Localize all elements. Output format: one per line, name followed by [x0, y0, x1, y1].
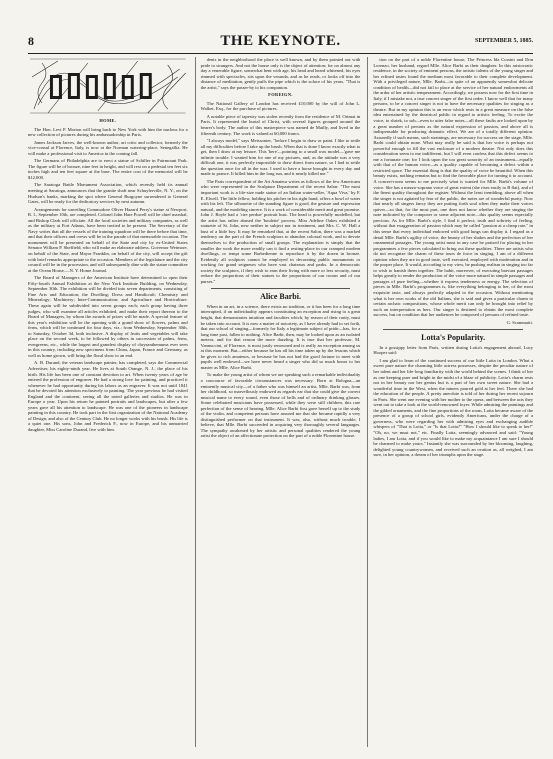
middle-paragraph: dents in the neighborhood the place is well known, and by them pointed out with pride to strangers. And not the house only is the object of attention; for on almost any day a venerable figure, somewhat bent with age, his head and beard whitened, his eyes rimmed with spectacles, sits upon the veranda, and as he reads, or looks off into the distance of meditation, gently puffs the pipe which is the solace of his years. "That is the artist," says the passer-by to his companion. — [200, 57, 361, 90]
article-divider — [211, 288, 351, 289]
middle-paragraph: The Paris correspondent of the Art Amateur writes as follows of the few Americans who were represented in the Sculpture Department of the recent Salon: "The most important work is a life-size nude statue of an Italian water-seller, 'Aqua Viva,' by F. E. Elwell. The little fellow, holding his pitcher in his right hand, offers a bowl of water with his left. The silhouette of the standing figure is good, the gesture and expression natural, and the modeling sincere. It is a work of considerable merit and great promise. John J. Boyle had a 'cire perdue' portrait bust. The head is powerfully modelled, but the artist has rather abused the 'boulette' process. Miss Adeline Oakes exhibited a statuette of St. John, new neither in subject nor in treatment, and Mrs. C. W. Hall a bust of a little boy. It may be remarked that, at the recent Salon, there was a marked tendency on the part of the French sculptors to abandon colossal work, and to devote themselves to the production of small groups. The explanation is simply that the smaller the work the more readily can it find a resting-place in our cramped modern dwellings, or tempt some Barbedienne to reproduce it by the dozen in bronze. Evidently all sculptors cannot be employed in decorating public monuments or working for grand seigneurs who have vast chateaux and parks. In a democratic society the sculptors, if they wish to earn their living with more or less security, must reduce the proportions of their statues to the proportions of our rooms and of our purses." — [200, 178, 361, 284]
left-paragraph: A. B. Durand, the veteran landscape painter, has completed, says the Commercial Advertiser, his eighty-ninth year. He lives at South Orange, N. J., the place of his birth. His life has been one of constant devotion to art. When twenty years of age he entered the profession of engraver. He had a strong love for painting, and practiced it whenever he had opportunity during his labors as an engraver. It was not until 1841 that he devoted his attention exclusively to painting. The year previous he had visited England and the continent, seeing all the noted galleries and studios. He was in Europe a year. Upon his return he painted portraits and landscapes, but after a few years gave all his attention to landscape. He was one of the pioneers in landscape painting in this country. He took part in the first organization of the National Academy of Design, and also of the Century Club. He no longer works with his brush. His life is a quiet one. His sons, John and Frederick F., now in Europe, and his unmarried daughter, Miss Caroline Durand, live with him. — [28, 360, 188, 432]
middle-paragraph: "I always model," says Meissonier, "before I begin to draw or paint. I like to settle all my difficulties before I take up the brush. When that is done I know exactly what to get, then I draw at my leisure. This 'bere'—pointing to a small wax model—'gave me infinite trouble. I wanted him for one of my pictures, and, as the attitude was a very difficult one, it was perfectly impossible to draw direct from nature, so I had to settle the question once for all in the wax. I used to have a horse brought in every day and made to prance. It killed him in the long run, and it nearly killed me." — [200, 138, 361, 177]
left-paragraph: The Board of Managers of the American Institute have determined to open their Fifty-fourth Annual Exhibition at the New York Institute Building, on Wednesday, September 30th. The exhibition will be divided into seven departments, consisting of Fine Arts and Education; the Dwelling; Dress and Handicraft; Chemistry and Mineralogy; Machinery; Inter-Communication; and Agriculture and Horticulture. These again will be subdivided into seven groups each; each group having three judges, who will examine all articles exhibited, and make their report thereon to the Board of Managers, by whom the awards of prizes will be made. A special feature of this year's exhibition will be the opening with a grand show of flowers, palms and ferns, which will be continued for four days, viz.: from Wednesday, September 30th, to Saturday, October 3d, both inclusive. A display of fruits and vegetables will take place on the second week, to be followed by others in succession of palms, ferns, evergreens, etc., while the largest and grandest display of chrysanthemums ever seen in this country, including new specimens from China, Japan, France and Germany, as well as home grown, will bring the floral show to an end. — [28, 275, 188, 358]
page-number: 8 — [28, 34, 34, 48]
article-title-lottas-popularity: Lotta's Popularity. — [421, 333, 486, 343]
middle-article-paragraph: When in an art, in a science, there exists no tradition, or it has been for a long time interrupted, if an individuality appears constituting an exception and rising to a great height, that demonstrates intuition and faculties which, by reason of their rarity, must be taken into account. It is now a matter of notoriety, as I have already had to set forth, that our school of singing—formerly for Italy a legitimate subject of pride—has, for a long time past, fallen to nothing. Alice Barbi, then, may be looked upon as an isolated meteor, and for that reason the more dazzling. It is true that her professor, M. Vannuccini, of Florence, is most justly renowned and is really an exception among us at this moment. But—either because he has all his time taken up by the lessons which he gives to rich amateurs, or because he has not had the good fortune to meet with pupils well endowed—we have never heard a singer who did so much honor to her master as Mlle. Alice Barbi. — [200, 303, 361, 370]
art-department-logo — [28, 57, 188, 115]
left-paragraph: The Saratoga Battle Monument Association, which recently held its annual meeting at Saratoga, announces that the granite shaft near Schuylerville, N. Y., on the Hudson's banks, marking the spot where General Burgoyne surrendered to General Gates, will be ready for the dedicatory services by next autumn. — [28, 182, 188, 205]
masthead-title: THE KEYNOTE. — [220, 33, 341, 49]
signature: G. Scammatti. — [506, 319, 534, 325]
left-paragraph: The Hon. Levi P. Morton will bring back to New York with him the nucleus for a new collection of pictures during his ambassadorship in Paris. — [28, 126, 188, 138]
section-home-heading: HOME. — [99, 118, 117, 123]
columns — [28, 57, 533, 747]
column-right — [367, 57, 533, 747]
column-left — [28, 57, 188, 747]
right-paragraph: tion on the part of a noble Florentine house, The Princess Ida Corsini and Don Lorenzo, her husband, regard Mlle. Alice Barbi as their daughter. In this aristocratic residence, in the society of eminent persons, the artistic talents of the young singer and her refined tastes found the medium most favorable to their complete development. With a privileged nature, Mlle. Barbi—in spite of an apparently somewhat delicate condition of health—did not fail to place at the service of her natural endowments all the ardor of her artistic temperament. Accordingly, we possess now for the first time in Italy, if I mistake not, a true concert singer of the first order. I know well that for many persons, to be a concert singer is not to have the necessary qualities for singing as a theatre. But in my opinion this is an error which rests in a great measure on the false idea entertained by the theatrical public in regard to artistic feeling. To excite the voice, to shriek, to sob—even to utter false notes—all these faults are looked upon by a great number of persons as the natural expression of passion, and above all is indispensable for producing dramatic effect. We are of a totally different opinion. Assuredly if such means, such strainings, are necessary for success on the stage, Mlle. Barbi could obtain none. What may really be said is that her voice is perhaps not powerful enough to fill the vast enclosure of a modern theatre. Not only does this consideration seem to me indifferent, but I will even confess that this defect seems to me a fortunate one; for I look upon the too great sonority of an instrument—equally with that of the human voice—as a quality capable of becoming a defect within a restricted space. The essential thing is that the quality of voice be beautiful. When this beauty exists, nothing remains but to find the favorable place for turning it to account. A concert-room seems to me precisely what is wanted for Mlle. Barbi's volume of voice. She has a mezzo-soprano voice of great extent (she rises easily to B flat), and of the finest quality throughout the register. Without the least trembling, above all when the singer is not agitated by fear of the public, the notes are of wonderful purity. Now that nearly all singers fancy they are putting forth soul when they make their voices quiver—so that, for the most part, one does not know whether they are singing the note indicated by the composer or some adjacent note—this quality seems especially precious. As for Mlle. Barbi's style, I find it perfect; truth and sobriety of feeling, without that exaggeration of passion which may be called "passion at a cheap rate," in this sense that every individual endowed with good lungs can display it. I regard as a detail Mlle. Barbi's agility of voice, the beauty of her shakes and the perfection of her ornamental passages. The young artist must in any case be praised for placing in her programmes a few pieces calculated to bring out these qualities. There are artists who do not recognize the charm of these tours de force in singing. I am of a different opinion when they are in good taste, well executed, employed with moderation and in the proper place. It would, according to my view, be pushing realism in singing too far to wish to banish them together. The habit, moreover, of executing bravura passages helps greatly to render the production of the voice more natural in simple passages and passages of pure feeling—whether it express tenderness or energy. The selection of pieces in Mlle. Barbi's programmes is, like everything belonging to her, of the most exquisite taste, and always perfectly adapted to the occasion. Without mentioning what is her own works of the old Italians, she is said and gives a particular charm to certain archaic compositions, whose whole merit can only be brought into relief by such an interpretation as hers. Our singer is destined to obtain the most complete success, but on condition that her audiences be composed of persons of refined taste. — [373, 57, 534, 318]
middle-article-paragraph: To make the young artist of whom we are speaking such a remarkable individuality a concourse of favorable circumstances was necessary. Born at Bologna—an eminently musical city—of a father who was himself an artist, Mlle. Barbi was, from her childhood, so marvellously endowed as regards ear that she could give the correct musical name to every sound, even those of bells and of ordinary drinking glasses. Some celebrated musicians have possessed, while they were still children, this rare perfection of the sense of hearing. Mlle. Alice Barbi first gave herself up to the study of the violin, and competent persons have assured me that she became rapidly a very distinguished performer on that instrument. It was, also, without much trouble, I believe, that Mlle. Barbi succeeded in acquiring very thoroughly several languages. The sympathy awakened by her artistic and personal qualities rendered the young artist the object of an affectionate protection on the part of a noble Florentine house. — [200, 372, 361, 439]
header-rule — [28, 53, 533, 54]
article-divider — [383, 329, 523, 330]
dateline: SEPTEMBER 5, 1885. — [474, 38, 533, 44]
middle-paragraph: The National Gallery of London has received £10,000 by the will of John L. Walker, Esq., for the purchase of pictures. — [200, 100, 361, 112]
middle-paragraph: A notable piece of tapestry was stolen recently from the residence of M. Ortmat in Paris. It represented the burial of Christ, with several figures grouped around the bearer's body. The author of this masterpiece was named de Mailly, and lived in the fifteenth century. The work is valued at 60,000 francs. — [200, 113, 361, 136]
article-title-alice-barbi: Alice Barbi. — [260, 292, 301, 302]
page-header — [28, 34, 533, 50]
left-paragraph: James Jackson Jarves, the well-known author, art critic and collector, formerly the vice-consul at Florence, Italy, is now at the Norman watering-place, Senegallia. He will make a professional visit to America in the coming fall. — [28, 139, 188, 156]
section-foreign-heading: FOREIGN. — [268, 92, 293, 98]
column-middle — [195, 57, 361, 747]
right-article-paragraph: I am glad to learn of the continued success of our little Lotta in London. What a sweet pure nature the charming little actress possesses, despite the peculiar nature of her talent and her life-long familiarity with the world behind the scenes. I think of her as one keeping pure and bright in the midst of a blaze of publicity. Lotta's charm rests not in her beauty nor her genius but is a part of her own sweet nature. She had a wonderful time in the West, when the miners poured gold at her feet. There she had the education of the people. A pretty anecdote is told of her during her recent sojourn in Paris. She went one evening with her mother to the opera, and between the acts they went out to take a look at the world-renowned foyer. While admiring the paintings and the gilded ornaments, and the fine proportions of the room, Lotta became aware of the presence of a group of school girls, evidently Americans, under the charge of a governess, who were regarding her with admiring eyes and exchanging audible whispers of "That is Lotta," or "Is that Lotta?" "How I should like to speak to her!" "Oh, no, we must not," etc. Finally Lotta, seemingly advanced and said: "Young ladies, I am Lotta, and if you would like to make my acquaintance I am sure I should be charmed to make yours." Instantly she was surrounded by her blooming, laughing, delighted young countrywomen, and received such an ovation as, all weighed, I am sure, in her opinion, a dream of her triumphs upon the stage. — [373, 357, 534, 458]
left-paragraph: The Germans of Philadelphia are to erect a statue of Schiller in Fairmount Park. The figure will be of bronze, nine feet in height, and will rest on a pedestal ten feet six inches high and ten feet square at the base. The entire cost of the memorial will be $12,000. — [28, 158, 188, 180]
right-article-paragraph: In a gossippy letter from Paris, written during Lotta's engagement abroad, Lucy Hooper said: — [373, 344, 534, 356]
left-paragraph: Arrangements for unveiling Commodore Oliver Hazard Perry's statue at Newport, R. I., September 10th, are completed. Colonel John Hare Powell will be chief marshal, and Bishop Clark will officiate. All the local societies and military companies, as well as the military at Fort Adams, have been invited to be present. The Secretary of the Navy writes that all the vessels of the training squadron will be there before that time, and that their officers and crews will be in the parade of that memorable occasion. The monument will be presented on behalf of the State and city by ex-United States Senator William P. Sheffield, who will make an elaborate address. Governor Wetmore, on behalf of the State, and Mayor Franklin, on behalf of the city, will accept the gift with brief remarks appropriate to the occasion. Members of the legislature and the city council will be in the procession, and will subsequently dine with the statue committee at the Ocean House.—N. Y. Home Journal. — [28, 206, 188, 273]
